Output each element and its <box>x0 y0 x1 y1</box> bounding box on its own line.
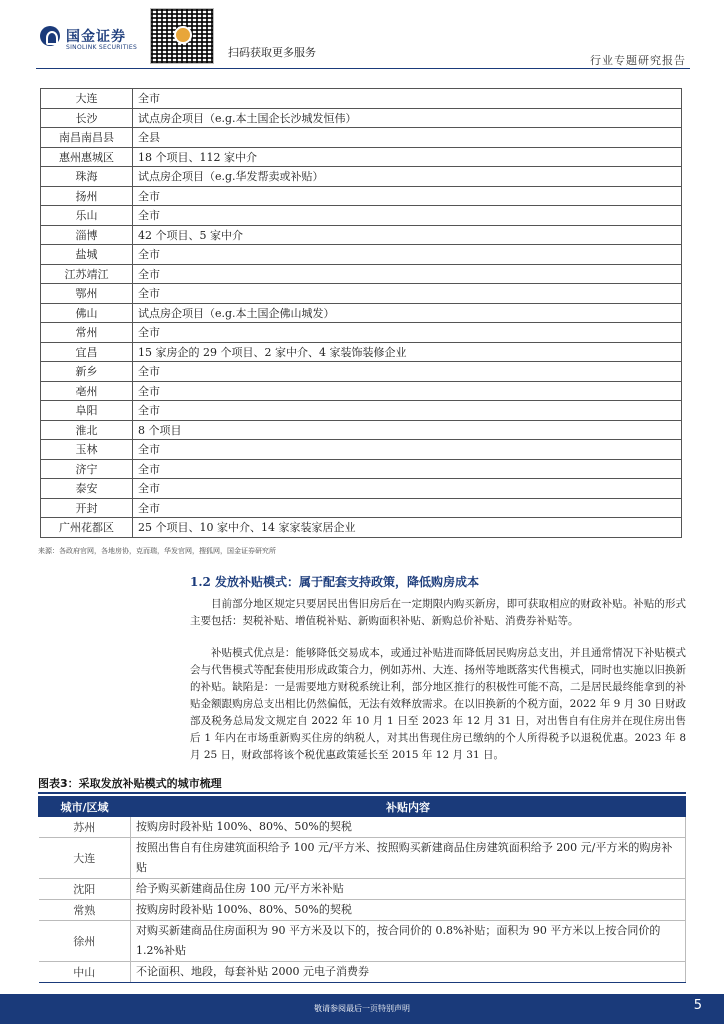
table-header-row <box>39 797 686 817</box>
city-cell: 亳州 <box>41 381 133 401</box>
detail-cell: 全市 <box>133 186 682 206</box>
detail-cell: 全市 <box>133 498 682 518</box>
logo-name: 国金证券 <box>66 29 126 45</box>
section-heading: 1.2 发放补贴模式：属于配套支持政策，降低购房成本 <box>190 575 480 589</box>
table-row <box>41 498 682 518</box>
detail-cell: 试点房企项目（e.g.本土国企长沙城发恒伟） <box>133 108 682 128</box>
table-row <box>41 342 682 362</box>
table-row <box>41 245 682 265</box>
city-cell: 广州花都区 <box>41 518 133 538</box>
detail-cell: 全市 <box>133 459 682 479</box>
detail-cell: 按购房时段补贴 100%、80%、50%的契税 <box>131 900 686 921</box>
city-cell: 泰安 <box>41 479 133 499</box>
table-row <box>41 381 682 401</box>
qr-caption: 扫码获取更多服务 <box>228 46 316 59</box>
table-row <box>41 264 682 284</box>
detail-cell: 按照出售自有住房建筑面积给予 100 元/平方米、按照购买新建商品住房建筑面积给予 200 元/平方米的购房补贴 <box>131 838 686 879</box>
detail-cell: 不论面积、地段，每套补贴 2000 元电子消费券 <box>131 962 686 983</box>
table-row <box>41 225 682 245</box>
column-header-city: 城市/区域 <box>39 797 131 817</box>
detail-cell: 18 个项目、112 家中介 <box>133 147 682 167</box>
city-cell: 中山 <box>39 962 131 983</box>
city-cell: 盐城 <box>41 245 133 265</box>
page-header <box>0 0 724 66</box>
table-row <box>41 401 682 421</box>
detail-cell: 全市 <box>133 440 682 460</box>
table-row <box>41 147 682 167</box>
table-row <box>41 420 682 440</box>
city-cell: 济宁 <box>41 459 133 479</box>
city-cell: 长沙 <box>41 108 133 128</box>
city-table-continued <box>40 88 682 538</box>
table-row <box>41 108 682 128</box>
detail-cell: 全市 <box>133 323 682 343</box>
logo-english: SINOLINK SECURITIES <box>66 44 138 51</box>
city-cell: 南昌南昌县 <box>41 128 133 148</box>
city-cell: 扬州 <box>41 186 133 206</box>
qr-center-logo-icon <box>174 26 192 44</box>
table-row <box>41 479 682 499</box>
city-cell: 江苏靖江 <box>41 264 133 284</box>
city-cell: 沈阳 <box>39 879 131 900</box>
detail-cell: 全县 <box>133 128 682 148</box>
city-cell: 淄博 <box>41 225 133 245</box>
detail-cell: 给予购买新建商品住房 100 元/平方米补贴 <box>131 879 686 900</box>
paragraph-1: 目前部分地区规定只要居民出售旧房后在一定期限内购买新房，即可获取相应的财政补贴。补贴的形式主要包括：契税补贴、增值税补贴、新购面积补贴、新购总价补贴、消费券补贴等。 <box>190 598 686 627</box>
detail-cell: 全市 <box>133 381 682 401</box>
report-type: 行业专题研究报告 <box>590 54 686 67</box>
detail-cell: 全市 <box>133 245 682 265</box>
detail-cell: 8 个项目 <box>133 420 682 440</box>
table-row <box>41 362 682 382</box>
city-cell: 淮北 <box>41 420 133 440</box>
figure-title: 图表3：采取发放补贴模式的城市梳理 <box>38 777 222 790</box>
city-cell: 徐州 <box>39 921 131 962</box>
city-cell: 常州 <box>41 323 133 343</box>
city-cell: 鄂州 <box>41 284 133 304</box>
column-header-content: 补贴内容 <box>131 797 686 817</box>
subsidy-table <box>38 796 686 983</box>
city-cell: 珠海 <box>41 167 133 187</box>
page-number: 5 <box>693 998 702 1013</box>
table-row <box>41 440 682 460</box>
city-cell: 大连 <box>39 838 131 879</box>
city-cell: 开封 <box>41 498 133 518</box>
table-row <box>41 284 682 304</box>
footer-disclaimer[interactable]: 敬请参阅最后一页特别声明 <box>314 1004 410 1013</box>
table-row <box>41 206 682 226</box>
city-cell: 乐山 <box>41 206 133 226</box>
source-note: 来源：各政府官网，各地房协，克而瑞，华发官网，搜狐网，国金证券研究所 <box>38 547 276 555</box>
city-cell: 佛山 <box>41 303 133 323</box>
table-row <box>41 518 682 538</box>
table-row <box>41 89 682 109</box>
detail-cell: 对购买新建商品住房面积为 90 平方米及以下的，按合同价的 0.8%补贴；面积为 90 平方米以上按合同价的 1.2%补贴 <box>131 921 686 962</box>
table-row <box>39 900 686 921</box>
table-row <box>41 303 682 323</box>
detail-cell: 15 家房企的 29 个项目、2 家中介、4 家装饰装修企业 <box>133 342 682 362</box>
city-cell: 惠州惠城区 <box>41 147 133 167</box>
header-divider <box>36 68 690 69</box>
table-row <box>39 921 686 962</box>
figure-rule <box>38 792 686 794</box>
detail-cell: 按购房时段补贴 100%、80%、50%的契税 <box>131 817 686 838</box>
table-row <box>41 128 682 148</box>
city-cell: 苏州 <box>39 817 131 838</box>
table-row <box>39 838 686 879</box>
detail-cell: 试点房企项目（e.g.本土国企佛山城发） <box>133 303 682 323</box>
detail-cell: 全市 <box>133 206 682 226</box>
city-cell: 新乡 <box>41 362 133 382</box>
table-row <box>39 962 686 983</box>
table-row <box>41 186 682 206</box>
detail-cell: 试点房企项目（e.g.华发帮卖或补贴） <box>133 167 682 187</box>
detail-cell: 25 个项目、10 家中介、14 家家装家居企业 <box>133 518 682 538</box>
table-row <box>41 323 682 343</box>
city-cell: 常熟 <box>39 900 131 921</box>
detail-cell: 42 个项目、5 家中介 <box>133 225 682 245</box>
paragraph-2: 补贴模式优点是：能够降低交易成本，或通过补贴进而降低居民购房总支出，并且通常情况下补贴模式会与代售模式等配套使用形成政策合力，例如苏州、大连、扬州等地既落实代售模式，同时也实施以旧换新的补贴。缺陷是：一是需要地方财税系统让利，部分地区推行的积极性可能不高，二是居民最终能拿到的补贴金额跟购房总支出相比仍然偏低，无法有效释放需求。在以旧换新的个税方面，2022 年 9 月 30 日财政部及税务总局发文规定自 2022 年 10 月 1 日至 2023 年 12 月 31 日，对出售自有住房并在现住房出售后 1 年内在市场重新购买住房的纳税人，对其出售现住房已缴纳的个人所得税予以退税优惠。2023 年 8 月 25 日，财政部将该个税优惠政策延长至 2015 年 12 月 31 日。 <box>190 647 686 761</box>
table-row <box>41 459 682 479</box>
table-row <box>39 817 686 838</box>
detail-cell: 全市 <box>133 479 682 499</box>
detail-cell: 全市 <box>133 284 682 304</box>
city-cell: 玉林 <box>41 440 133 460</box>
table-row <box>41 167 682 187</box>
city-cell: 大连 <box>41 89 133 109</box>
detail-cell: 全市 <box>133 89 682 109</box>
city-cell: 宜昌 <box>41 342 133 362</box>
city-cell: 阜阳 <box>41 401 133 421</box>
table-row <box>39 879 686 900</box>
detail-cell: 全市 <box>133 362 682 382</box>
detail-cell: 全市 <box>133 401 682 421</box>
sinolink-logo-icon <box>40 26 60 46</box>
detail-cell: 全市 <box>133 264 682 284</box>
